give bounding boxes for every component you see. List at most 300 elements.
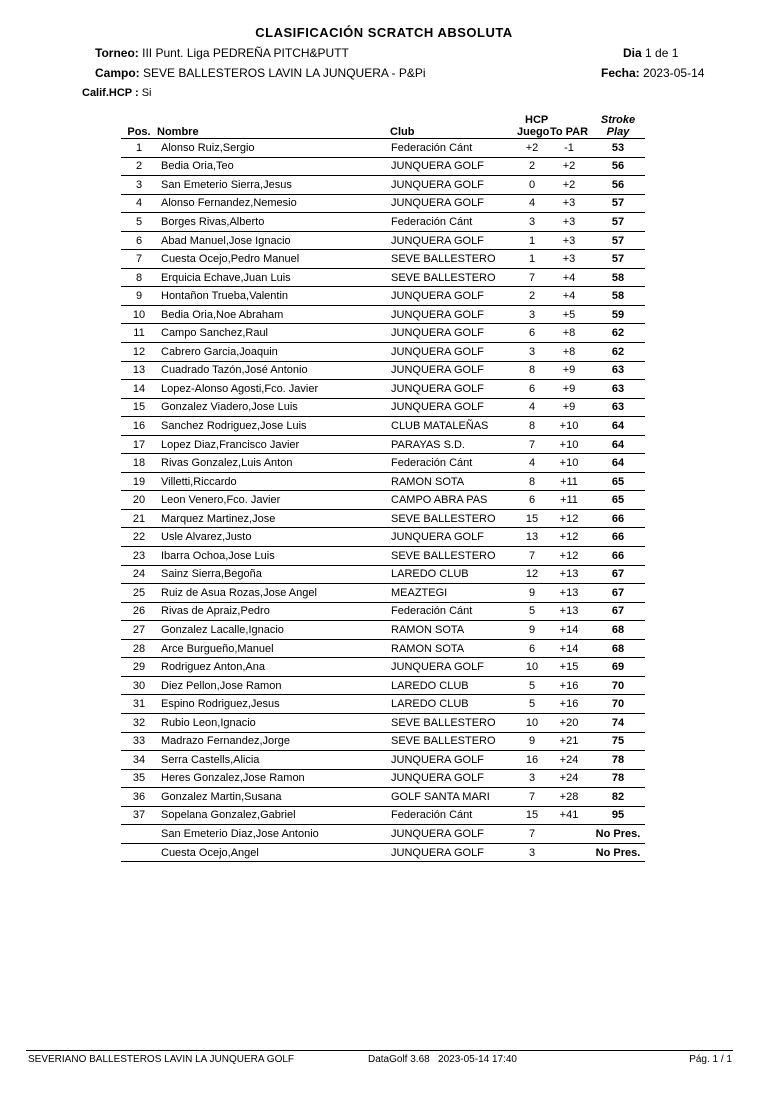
row-name: Hontañon Trueba,Valentin: [157, 287, 390, 306]
row-stroke-play: 58: [591, 268, 645, 287]
row-to-par: +2: [547, 157, 591, 176]
table-row: [121, 621, 645, 640]
fecha-line: [601, 66, 704, 80]
row-name: Rivas Gonzalez,Luis Anton: [157, 454, 390, 473]
row-to-par: +10: [547, 454, 591, 473]
row-to-par: +12: [547, 509, 591, 528]
row-name: Cabrero Garcia,Joaquin: [157, 343, 390, 362]
row-hcp-juego: 3: [517, 769, 547, 788]
row-hcp-juego: 7: [517, 547, 547, 566]
row-to-par: +28: [547, 788, 591, 807]
row-pos: 34: [121, 751, 157, 770]
row-pos: 36: [121, 788, 157, 807]
table-row: [121, 509, 645, 528]
row-club: CLUB MATALEÑAS: [390, 417, 517, 436]
dia-label: Dia: [623, 46, 642, 60]
row-pos: 3: [121, 176, 157, 195]
row-hcp-juego: 7: [517, 435, 547, 454]
row-stroke-play: 63: [591, 398, 645, 417]
row-club: GOLF SANTA MARI: [390, 788, 517, 807]
row-pos: 13: [121, 361, 157, 380]
row-name: Serra Castells,Alicia: [157, 751, 390, 770]
row-pos: 14: [121, 380, 157, 399]
row-hcp-juego: 0: [517, 176, 547, 195]
row-name: Leon Venero,Fco. Javier: [157, 491, 390, 510]
table-row: [121, 250, 645, 269]
row-to-par: +41: [547, 806, 591, 825]
row-to-par: +5: [547, 305, 591, 324]
row-to-par: +15: [547, 658, 591, 677]
table-row: [121, 454, 645, 473]
table-row: [121, 751, 645, 770]
row-to-par: -1: [547, 139, 591, 158]
row-name: San Emeterio Diaz,Jose Antonio: [157, 825, 390, 844]
calif-value: Si: [141, 87, 152, 99]
row-stroke-play: 68: [591, 639, 645, 658]
row-hcp-juego: 6: [517, 324, 547, 343]
row-pos: 21: [121, 509, 157, 528]
torneo-label: Torneo:: [95, 46, 139, 60]
row-name: Gonzalez Viadero,Jose Luis: [157, 398, 390, 417]
table-row: [121, 565, 645, 584]
row-pos: [121, 843, 157, 862]
row-hcp-juego: 15: [517, 806, 547, 825]
calif-label: Calif.HCP :: [82, 87, 139, 99]
table-row: [121, 417, 645, 436]
row-hcp-juego: 6: [517, 491, 547, 510]
table-row: [121, 361, 645, 380]
row-name: Cuesta Ocejo,Angel: [157, 843, 390, 862]
table-row: [121, 713, 645, 732]
table-header-row: [121, 108, 645, 139]
row-hcp-juego: 3: [517, 213, 547, 232]
table-row: [121, 658, 645, 677]
row-club: SEVE BALLESTERO: [390, 547, 517, 566]
row-pos: 10: [121, 305, 157, 324]
row-pos: 11: [121, 324, 157, 343]
row-to-par: +9: [547, 361, 591, 380]
row-pos: 9: [121, 287, 157, 306]
row-club: Federación Cánt: [390, 806, 517, 825]
row-name: Madrazo Fernandez,Jorge: [157, 732, 390, 751]
row-stroke-play: 62: [591, 343, 645, 362]
row-stroke-play: 78: [591, 751, 645, 770]
row-to-par: +8: [547, 324, 591, 343]
row-pos: 37: [121, 806, 157, 825]
row-hcp-juego: 10: [517, 713, 547, 732]
table-row: [121, 398, 645, 417]
row-to-par: +3: [547, 213, 591, 232]
row-name: Cuesta Ocejo,Pedro Manuel: [157, 250, 390, 269]
row-to-par: +2: [547, 176, 591, 195]
row-name: Sopelana Gonzalez,Gabriel: [157, 806, 390, 825]
row-hcp-juego: 9: [517, 584, 547, 603]
table-row: [121, 788, 645, 807]
row-stroke-play: 64: [591, 417, 645, 436]
row-pos: 1: [121, 139, 157, 158]
row-stroke-play: 53: [591, 139, 645, 158]
row-to-par: +3: [547, 194, 591, 213]
row-pos: 16: [121, 417, 157, 436]
row-name: Usle Alvarez,Justo: [157, 528, 390, 547]
row-stroke-play: 63: [591, 361, 645, 380]
row-stroke-play: 64: [591, 454, 645, 473]
row-to-par: +13: [547, 602, 591, 621]
row-to-par: +11: [547, 472, 591, 491]
row-stroke-play: 65: [591, 491, 645, 510]
row-name: Diez Pellon,Jose Ramon: [157, 676, 390, 695]
row-pos: 23: [121, 547, 157, 566]
row-stroke-play: 57: [591, 231, 645, 250]
row-to-par: +4: [547, 268, 591, 287]
row-name: Gonzalez Martin,Susana: [157, 788, 390, 807]
row-club: LAREDO CLUB: [390, 565, 517, 584]
row-hcp-juego: 4: [517, 398, 547, 417]
row-to-par: +16: [547, 676, 591, 695]
row-club: JUNQUERA GOLF: [390, 157, 517, 176]
table-row: [121, 843, 645, 862]
fecha-value: 2023-05-14: [643, 66, 705, 80]
row-club: JUNQUERA GOLF: [390, 380, 517, 399]
row-name: Lopez Diaz,Francisco Javier: [157, 435, 390, 454]
row-pos: 4: [121, 194, 157, 213]
row-club: JUNQUERA GOLF: [390, 361, 517, 380]
row-hcp-juego: +2: [517, 139, 547, 158]
row-stroke-play: 65: [591, 472, 645, 491]
row-club: RAMON SOTA: [390, 472, 517, 491]
row-to-par: +8: [547, 343, 591, 362]
row-name: Rodriguez Anton,Ana: [157, 658, 390, 677]
row-club: JUNQUERA GOLF: [390, 176, 517, 195]
footer-divider: [26, 1050, 733, 1051]
dia-value: 1 de 1: [645, 46, 679, 60]
row-stroke-play: 67: [591, 602, 645, 621]
row-club: SEVE BALLESTERO: [390, 250, 517, 269]
row-pos: 26: [121, 602, 157, 621]
row-stroke-play: 70: [591, 695, 645, 714]
row-hcp-juego: 5: [517, 695, 547, 714]
header-hcp-label: HCP: [525, 114, 549, 126]
header-stroke-play: [591, 108, 645, 139]
table-row: [121, 157, 645, 176]
row-hcp-juego: 6: [517, 639, 547, 658]
row-name: Marquez Martinez,Jose: [157, 509, 390, 528]
row-to-par: +10: [547, 417, 591, 436]
row-club: JUNQUERA GOLF: [390, 825, 517, 844]
row-stroke-play: 62: [591, 324, 645, 343]
header-stroke: Stroke: [600, 114, 636, 126]
row-stroke-play: 82: [591, 788, 645, 807]
row-hcp-juego: 10: [517, 658, 547, 677]
row-hcp-juego: 3: [517, 843, 547, 862]
row-club: PARAYAS S.D.: [390, 435, 517, 454]
row-stroke-play: 57: [591, 213, 645, 232]
row-club: SEVE BALLESTERO: [390, 268, 517, 287]
row-name: San Emeterio Sierra,Jesus: [157, 176, 390, 195]
table-row: [121, 194, 645, 213]
row-name: Alonso Ruiz,Sergio: [157, 139, 390, 158]
row-pos: 12: [121, 343, 157, 362]
row-pos: 17: [121, 435, 157, 454]
row-name: Sanchez Rodriguez,Jose Luis: [157, 417, 390, 436]
row-hcp-juego: 15: [517, 509, 547, 528]
table-row: [121, 213, 645, 232]
row-pos: 15: [121, 398, 157, 417]
table-row: [121, 343, 645, 362]
row-club: Federación Cánt: [390, 213, 517, 232]
row-to-par: +10: [547, 435, 591, 454]
row-name: Erquicia Echave,Juan Luis: [157, 268, 390, 287]
campo-value: SEVE BALLESTEROS LAVIN LA JUNQUERA - P&Pi: [143, 66, 426, 80]
row-club: JUNQUERA GOLF: [390, 769, 517, 788]
row-pos: 25: [121, 584, 157, 603]
row-stroke-play: 78: [591, 769, 645, 788]
row-to-par: +16: [547, 695, 591, 714]
row-hcp-juego: 4: [517, 194, 547, 213]
table-row: [121, 380, 645, 399]
row-stroke-play: 63: [591, 380, 645, 399]
table-row: [121, 287, 645, 306]
table-row: [121, 324, 645, 343]
row-to-par: +3: [547, 250, 591, 269]
row-to-par: +3: [547, 231, 591, 250]
row-stroke-play: 95: [591, 806, 645, 825]
row-hcp-juego: 5: [517, 676, 547, 695]
row-name: Borges Rivas,Alberto: [157, 213, 390, 232]
row-stroke-play: 67: [591, 565, 645, 584]
row-hcp-juego: 6: [517, 380, 547, 399]
row-to-par: +12: [547, 528, 591, 547]
row-to-par: +13: [547, 584, 591, 603]
table-row: [121, 825, 645, 844]
row-to-par: +21: [547, 732, 591, 751]
row-to-par: +12: [547, 547, 591, 566]
row-to-par: [547, 825, 591, 844]
row-pos: 35: [121, 769, 157, 788]
header-hcp: [517, 108, 591, 139]
row-club: CAMPO ABRA PAS: [390, 491, 517, 510]
row-hcp-juego: 4: [517, 454, 547, 473]
row-hcp-juego: 8: [517, 472, 547, 491]
row-club: JUNQUERA GOLF: [390, 751, 517, 770]
table-row: [121, 769, 645, 788]
table-row: [121, 491, 645, 510]
row-name: Ibarra Ochoa,Jose Luis: [157, 547, 390, 566]
row-pos: 7: [121, 250, 157, 269]
row-club: Federación Cánt: [390, 139, 517, 158]
row-pos: 18: [121, 454, 157, 473]
table-row: [121, 695, 645, 714]
row-stroke-play: 57: [591, 250, 645, 269]
row-club: RAMON SOTA: [390, 621, 517, 640]
table-row: [121, 547, 645, 566]
row-hcp-juego: 12: [517, 565, 547, 584]
row-hcp-juego: 5: [517, 602, 547, 621]
header-name: Nombre: [157, 108, 390, 139]
row-club: LAREDO CLUB: [390, 676, 517, 695]
row-pos: 2: [121, 157, 157, 176]
row-stroke-play: 66: [591, 509, 645, 528]
row-hcp-juego: 13: [517, 528, 547, 547]
row-stroke-play: 70: [591, 676, 645, 695]
row-club: JUNQUERA GOLF: [390, 287, 517, 306]
row-stroke-play: 57: [591, 194, 645, 213]
report-title: CLASIFICACIÓN SCRATCH ABSOLUTA: [255, 25, 513, 40]
row-pos: 32: [121, 713, 157, 732]
table-row: [121, 231, 645, 250]
results-body: [121, 139, 645, 862]
row-stroke-play: 56: [591, 157, 645, 176]
row-pos: 8: [121, 268, 157, 287]
row-name: Sainz Sierra,Begoña: [157, 565, 390, 584]
row-stroke-play: 67: [591, 584, 645, 603]
row-to-par: +9: [547, 380, 591, 399]
row-to-par: +24: [547, 769, 591, 788]
row-club: LAREDO CLUB: [390, 695, 517, 714]
row-club: JUNQUERA GOLF: [390, 305, 517, 324]
row-hcp-juego: 7: [517, 788, 547, 807]
row-club: RAMON SOTA: [390, 639, 517, 658]
row-pos: 6: [121, 231, 157, 250]
table-row: [121, 602, 645, 621]
row-hcp-juego: 9: [517, 732, 547, 751]
row-to-par: +14: [547, 621, 591, 640]
campo-label: Campo:: [95, 66, 140, 80]
row-stroke-play: 68: [591, 621, 645, 640]
row-name: Rivas de Apraiz,Pedro: [157, 602, 390, 621]
row-hcp-juego: 16: [517, 751, 547, 770]
row-name: Bedia Oria,Noe Abraham: [157, 305, 390, 324]
row-pos: 33: [121, 732, 157, 751]
row-club: JUNQUERA GOLF: [390, 324, 517, 343]
footer-club: SEVERIANO BALLESTEROS LAVIN LA JUNQUERA GOLF: [28, 1054, 295, 1065]
row-club: SEVE BALLESTERO: [390, 713, 517, 732]
row-name: Rubio Leon,Ignacio: [157, 713, 390, 732]
row-club: SEVE BALLESTERO: [390, 732, 517, 751]
row-pos: [121, 825, 157, 844]
header-to-par: To PAR: [549, 126, 589, 138]
row-pos: 30: [121, 676, 157, 695]
row-pos: 28: [121, 639, 157, 658]
table-row: [121, 639, 645, 658]
row-hcp-juego: 8: [517, 417, 547, 436]
row-pos: 24: [121, 565, 157, 584]
row-stroke-play: 56: [591, 176, 645, 195]
row-stroke-play: 66: [591, 528, 645, 547]
footer-page: Pág. 1 / 1: [689, 1054, 732, 1065]
row-stroke-play: 58: [591, 287, 645, 306]
row-pos: 22: [121, 528, 157, 547]
row-hcp-juego: 1: [517, 250, 547, 269]
row-name: Heres Gonzalez,Jose Ramon: [157, 769, 390, 788]
row-name: Gonzalez Lacalle,Ignacio: [157, 621, 390, 640]
row-club: JUNQUERA GOLF: [390, 343, 517, 362]
row-club: JUNQUERA GOLF: [390, 528, 517, 547]
table-row: [121, 268, 645, 287]
row-club: JUNQUERA GOLF: [390, 658, 517, 677]
table-row: [121, 806, 645, 825]
row-to-par: +14: [547, 639, 591, 658]
row-name: Cuadrado Tazón,José Antonio: [157, 361, 390, 380]
header-club: Club: [390, 108, 517, 139]
row-stroke-play: 75: [591, 732, 645, 751]
row-stroke-play: 66: [591, 547, 645, 566]
row-club: JUNQUERA GOLF: [390, 231, 517, 250]
row-hcp-juego: 3: [517, 305, 547, 324]
row-hcp-juego: 2: [517, 157, 547, 176]
row-to-par: +9: [547, 398, 591, 417]
fecha-label: Fecha:: [601, 66, 640, 80]
row-stroke-play: 59: [591, 305, 645, 324]
row-club: JUNQUERA GOLF: [390, 194, 517, 213]
campo-line: [95, 66, 426, 80]
row-name: Campo Sanchez,Raul: [157, 324, 390, 343]
row-pos: 20: [121, 491, 157, 510]
row-hcp-juego: 1: [517, 231, 547, 250]
torneo-line: [95, 46, 349, 60]
row-name: Alonso Fernandez,Nemesio: [157, 194, 390, 213]
table-row: [121, 435, 645, 454]
row-stroke-play: 69: [591, 658, 645, 677]
header-pos: Pos.: [121, 108, 157, 139]
row-stroke-play: No Pres.: [591, 825, 645, 844]
row-name: Bedia Oria,Teo: [157, 157, 390, 176]
table-row: [121, 176, 645, 195]
row-to-par: +11: [547, 491, 591, 510]
table-row: [121, 139, 645, 158]
row-name: Abad Manuel,Jose Ignacio: [157, 231, 390, 250]
header-juego: Juego: [517, 126, 550, 138]
row-to-par: +13: [547, 565, 591, 584]
row-pos: 27: [121, 621, 157, 640]
row-hcp-juego: 7: [517, 825, 547, 844]
table-row: [121, 472, 645, 491]
row-to-par: +4: [547, 287, 591, 306]
row-hcp-juego: 7: [517, 268, 547, 287]
table-row: [121, 732, 645, 751]
row-club: JUNQUERA GOLF: [390, 843, 517, 862]
row-stroke-play: 74: [591, 713, 645, 732]
row-to-par: +20: [547, 713, 591, 732]
header-play: Play: [606, 126, 630, 138]
footer-software: DataGolf 3.68 2023-05-14 17:40: [368, 1054, 517, 1065]
row-name: Arce Burgueño,Manuel: [157, 639, 390, 658]
row-pos: 5: [121, 213, 157, 232]
row-club: JUNQUERA GOLF: [390, 398, 517, 417]
torneo-value: III Punt. Liga PEDREÑA PITCH&PUTT: [142, 46, 349, 60]
row-club: MEAZTEGI: [390, 584, 517, 603]
calif-hcp-line: [82, 87, 151, 99]
results-table: [121, 108, 645, 862]
row-pos: 29: [121, 658, 157, 677]
table-row: [121, 305, 645, 324]
row-hcp-juego: 8: [517, 361, 547, 380]
row-to-par: [547, 843, 591, 862]
table-row: [121, 676, 645, 695]
row-hcp-juego: 3: [517, 343, 547, 362]
row-club: SEVE BALLESTERO: [390, 509, 517, 528]
dia-line: [623, 46, 678, 60]
row-club: Federación Cánt: [390, 602, 517, 621]
row-to-par: +24: [547, 751, 591, 770]
row-pos: 19: [121, 472, 157, 491]
row-name: Ruiz de Asua Rozas,Jose Angel: [157, 584, 390, 603]
table-row: [121, 584, 645, 603]
row-hcp-juego: 9: [517, 621, 547, 640]
table-row: [121, 528, 645, 547]
row-hcp-juego: 2: [517, 287, 547, 306]
row-name: Villetti,Riccardo: [157, 472, 390, 491]
